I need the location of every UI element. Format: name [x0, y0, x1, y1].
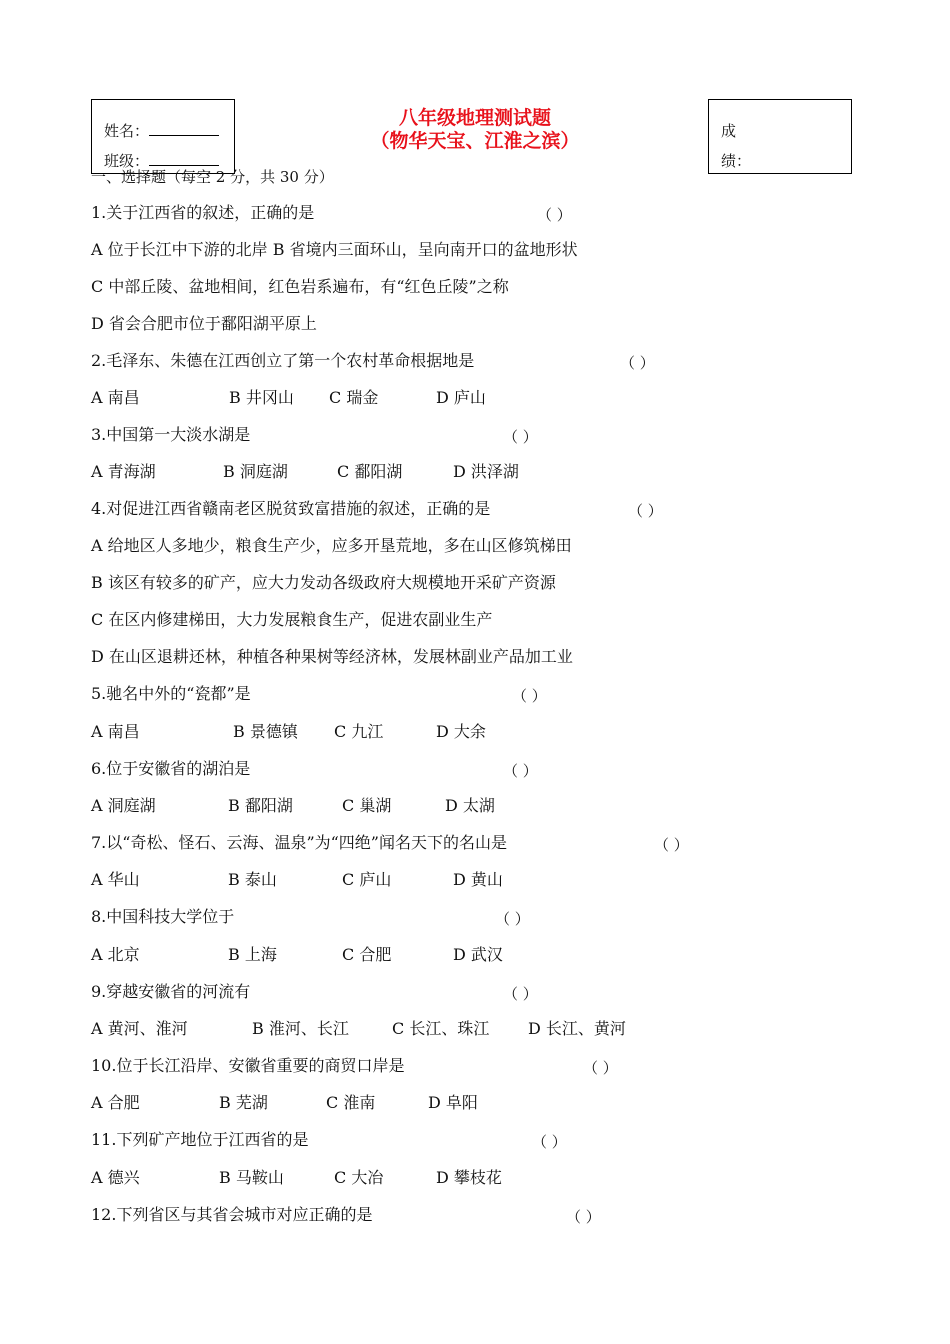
option: D 攀枝花 — [436, 1168, 502, 1187]
option: D 黄山 — [453, 870, 503, 889]
q4-option-line: A 给地区人多地少，粮食生产少，应多开垦荒地，多在山区修筑梯田 — [91, 536, 572, 555]
option: D 太湖 — [445, 796, 495, 815]
option: C 瑞金 — [329, 388, 379, 407]
option: A 北京 — [91, 945, 140, 964]
class-blank[interactable] — [149, 151, 219, 166]
section-heading: 一、选择题（每空 2 分，共 30 分） — [91, 168, 334, 186]
option: B 景德镇 — [233, 722, 298, 741]
q1-option-line: A 位于长江中下游的北岸 B 省境内三面环山，呈向南开口的盆地形状 — [91, 240, 578, 259]
answer-paren-6[interactable]: （ ） — [503, 762, 538, 780]
option: A 洞庭湖 — [91, 796, 156, 815]
option: D 武汉 — [453, 945, 503, 964]
question-4: 4.对促进江西省赣南老区脱贫致富措施的叙述，正确的是 — [91, 499, 491, 518]
option: D 洪泽湖 — [453, 462, 519, 481]
option: A 南昌 — [91, 722, 140, 741]
answer-paren-11[interactable]: （ ） — [532, 1133, 567, 1151]
option: B 淮河、长江 — [252, 1019, 349, 1038]
option: A 黄河、淮河 — [91, 1019, 188, 1038]
option: D 大余 — [436, 722, 486, 741]
q4-option-line: D 在山区退耕还林，种植各种果树等经济林，发展林副业产品加工业 — [91, 647, 573, 666]
q1-option-line: C 中部丘陵、盆地相间，红色岩系遍布，有“红色丘陵”之称 — [91, 277, 509, 296]
option: C 庐山 — [342, 870, 392, 889]
question-8: 8.中国科技大学位于 — [91, 907, 235, 926]
question-6: 6.位于安徽省的湖泊是 — [91, 759, 251, 778]
option: B 马鞍山 — [219, 1168, 284, 1187]
score-label-2: 绩： — [721, 152, 752, 170]
question-12: 12.下列省区与其省会城市对应正确的是 — [91, 1205, 373, 1224]
q1-option-line: D 省会合肥市位于鄱阳湖平原上 — [91, 314, 317, 333]
option: C 九江 — [334, 722, 384, 741]
answer-paren-9[interactable]: （ ） — [503, 985, 538, 1003]
answer-paren-3[interactable]: （ ） — [503, 428, 538, 446]
question-2: 2.毛泽东、朱德在江西创立了第一个农村革命根据地是 — [91, 351, 475, 370]
answer-paren-4[interactable]: （ ） — [628, 502, 663, 520]
option: C 鄱阳湖 — [337, 462, 403, 481]
page-title: 八年级地理测试题 — [398, 107, 551, 129]
option: A 华山 — [91, 870, 140, 889]
answer-paren-1[interactable]: （ ） — [537, 206, 572, 224]
option: B 上海 — [228, 945, 277, 964]
option: A 德兴 — [91, 1168, 140, 1187]
answer-paren-12[interactable]: （ ） — [566, 1208, 601, 1226]
question-10: 10.位于长江沿岸、安徽省重要的商贸口岸是 — [91, 1056, 405, 1075]
name-label: 姓名： — [104, 122, 150, 140]
option: C 合肥 — [342, 945, 392, 964]
answer-paren-10[interactable]: （ ） — [583, 1059, 618, 1077]
question-5: 5.驰名中外的“瓷都”是 — [91, 684, 251, 703]
option: B 泰山 — [228, 870, 277, 889]
option: B 洞庭湖 — [223, 462, 288, 481]
answer-paren-5[interactable]: （ ） — [512, 687, 547, 705]
question-11: 11.下列矿产地位于江西省的是 — [91, 1130, 309, 1149]
score-label-1: 成 — [721, 122, 737, 140]
option: C 长江、珠江 — [392, 1019, 490, 1038]
question-9: 9.穿越安徽省的河流有 — [91, 982, 251, 1001]
question-7: 7.以“奇松、怪石、云海、温泉”为“四绝”闻名天下的名山是 — [91, 833, 507, 852]
option: A 合肥 — [91, 1093, 140, 1112]
option: B 芜湖 — [219, 1093, 268, 1112]
option: C 巢湖 — [342, 796, 392, 815]
page-subtitle: （物华天宝、江淮之滨） — [370, 130, 580, 152]
option: D 阜阳 — [428, 1093, 478, 1112]
q4-option-line: C 在区内修建梯田，大力发展粮食生产，促进农副业生产 — [91, 610, 493, 629]
option: A 青海湖 — [91, 462, 156, 481]
answer-paren-2[interactable]: （ ） — [620, 354, 655, 372]
option: C 淮南 — [326, 1093, 376, 1112]
answer-paren-8[interactable]: （ ） — [495, 910, 530, 928]
option: D 庐山 — [436, 388, 486, 407]
question-3: 3.中国第一大淡水湖是 — [91, 425, 251, 444]
option: B 井冈山 — [229, 388, 294, 407]
option: D 长江、黄河 — [528, 1019, 626, 1038]
answer-paren-7[interactable]: （ ） — [654, 836, 689, 854]
question-1: 1.关于江西省的叙述，正确的是 — [91, 203, 315, 222]
q4-option-line: B 该区有较多的矿产，应大力发动各级政府大规模地开采矿产资源 — [91, 573, 556, 592]
option: A 南昌 — [91, 388, 140, 407]
option: C 大冶 — [334, 1168, 384, 1187]
option: B 鄱阳湖 — [228, 796, 293, 815]
class-label: 班级： — [104, 152, 150, 170]
